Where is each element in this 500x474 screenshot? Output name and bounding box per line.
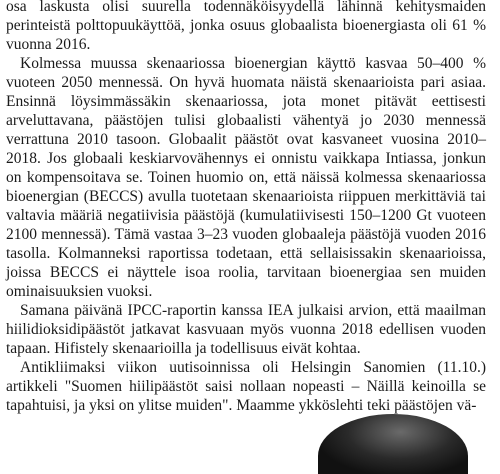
author-photo	[318, 414, 468, 474]
paragraph-4	[6, 358, 486, 415]
paragraph-1: osa laskusta olisi suurella todennäköisyydellä lähinnä kehitysmaiden perinteistä polttopuukäyttöä, jonka osuus globaalista bioenergiasta oli 61 % vuonna 2016.	[6, 0, 486, 53]
paragraph-3: Samana päivänä IPCC-raportin kanssa IEA julkaisi arvion, että maailman hiilidioksidipäästöt jatkavat kasvuaan myös vuonna 2018 edellisen vuoden tapaan. Hifistely skenaarioilla ja todellisuus eivät kohtaa.	[6, 302, 486, 357]
paragraph-4-text: Antikliimaksi viikon uutisoinnissa oli Helsingin Sanomien (11.10.) artikkeli "Suomen hiilipäästöt saisi nollaan nopeasti – Näillä keinoilla se tapahtuisi, ja yksi on ylitse muiden". Maamme ykköslehti teki päästöjen vä-	[6, 359, 486, 414]
paragraph-2: Kolmessa muussa skenaariossa bioenergian käyttö kasvaa 50–400 % vuoteen 2050 mennessä. On hyvä huomata näistä skenaarioista pari asiaa. Ensinnä löysimmässäkin skenaariossa, jota monet pitävät eettisesti arveluttavana, päästöjen tulisi globaalisti vähentyä jo 2030 mennessä verrattuna 2010 tasoon. Globaalit päästöt ovat kasvaneet vuosina 2010–2018. Jos globaali keskiarvovähennys ei onnistu vaikkapa Intiassa, jonkun on kompensoitava se. Toinen huomio on, että näissä kolmessa skenaariossa bioenergian (BECCS) avulla tuotetaan skenaarioista riippuen merkittäviä tai valtavia määriä negatiivisia päästöjä (kumulatiivisesti 150–1200 Gt vuoteen 2100 mennessä). Tämä vastaa 3–23 vuoden globaaleja päästöjä vuoden 2016 tasolla. Kolmanneksi raportissa todetaan, että sellaisissakin skenaarioissa, joissa BECCS ei näyttele isoa roolia, tarvitaan bioenergiaa sen muiden ominaisuuksien vuoksi.	[6, 55, 486, 300]
article-column	[6, 0, 486, 415]
